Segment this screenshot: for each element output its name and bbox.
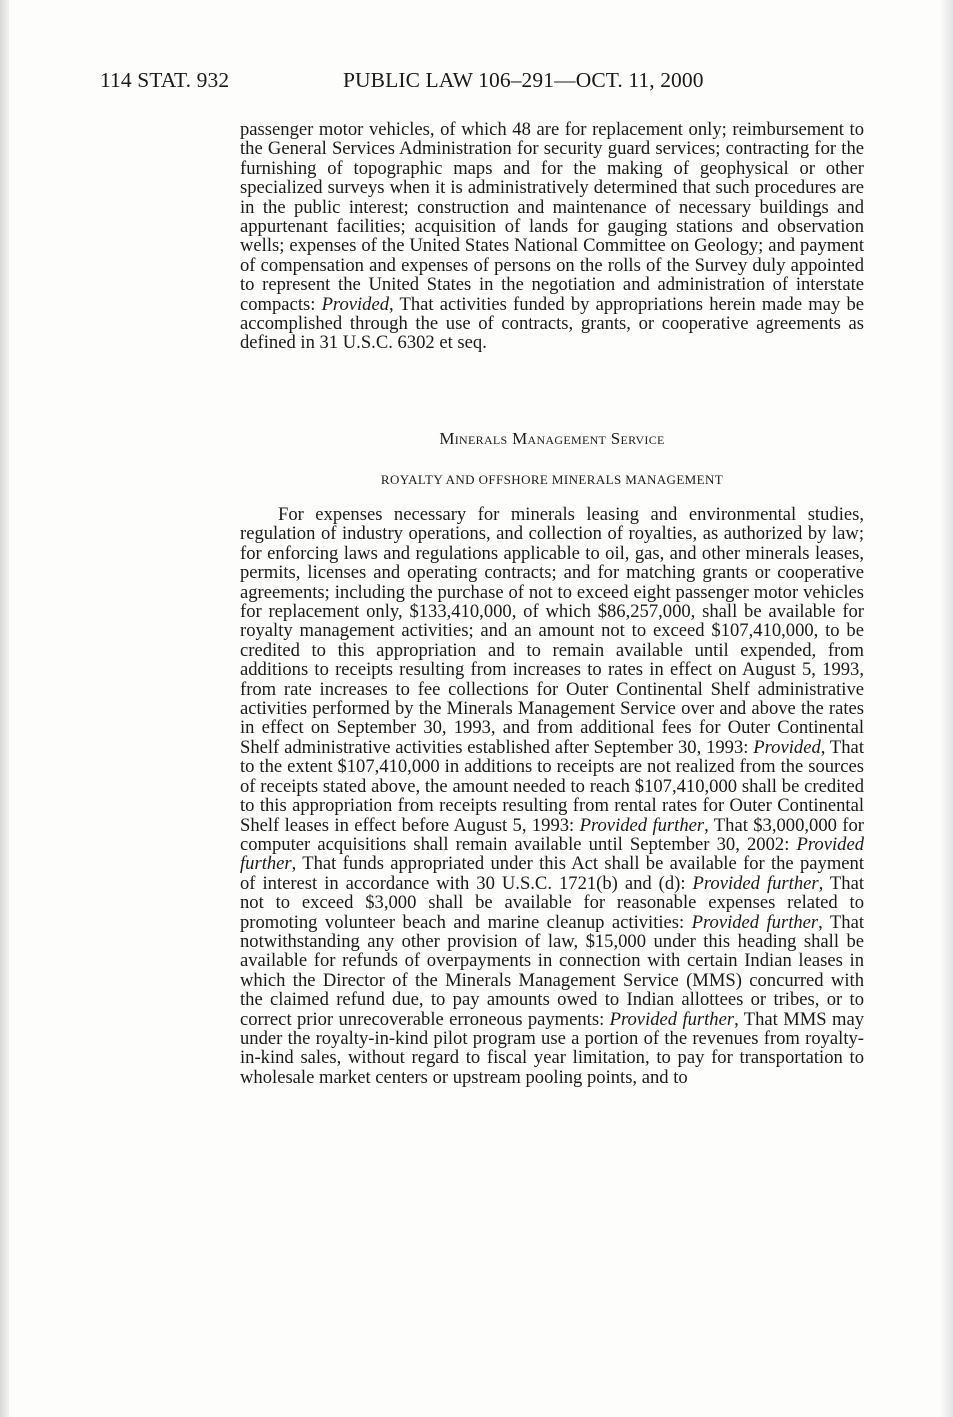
agency-heading: Minerals Management Service [439, 429, 665, 448]
paragraph1-text-a: passenger motor vehicles, of which 48 are for replacement only; reimbursement to the General Services Administration for security guard services; contracting for the furnishing of topographic maps and for the making of geophysical or other specialized surveys when it is administratively determined that such procedures are in the public interest; construction and maintenance of necessary buildings and appurtenant facilities; acquisition of lands for gauging stations and observation wells; expenses of the United States National Committee on Geology; and payment of compensation and expenses of persons on the rolls of the Survey duly appointed to represent the United States in the negotiation and administration of interstate compacts: [240, 119, 864, 315]
running-header [0, 68, 953, 98]
paragraph2-seg1: For expenses necessary for minerals leasing and environmental studies, regulation of industry operations, and collection of royalties, as authorized by law; for enforcing laws and regulations applicable to oil, gas, and other minerals leases, permits, licenses and operating contracts; and for matching grants or cooperative agreements; including the purchase of not to exceed eight passenger motor vehicles for replacement only, $133,410,000, of which $86,257,000, shall be available for royalty management activities; and an amount not to exceed $107,410,000, to be credited to this appropriation and to remain available until expended, from additions to receipts resulting from increases to rates in effect on August 5, 1993, from rate increases to fee collections for Outer Continental Shelf administrative activities performed by the Minerals Management Service over and above the rates in effect on September 30, 1993, and from additional fees for Outer Continental Shelf administrative activities established after September 30, 1993: [240, 504, 864, 758]
provided-italic-3: Provided further [240, 833, 864, 875]
paragraph-survey-continued [240, 120, 864, 353]
paragraph2-seg5: , That not to exceed $3,000 shall be available for reasonable expenses related to promoting volunteer beach and marine cleanup activities: [240, 872, 865, 933]
paragraph2-seg4: , That funds appropriated under this Act shall be available for the payment of interest in accordance with 30 U.S.C. 1721(b) and (d): [240, 853, 864, 894]
provided-italic-2: Provided further [579, 814, 705, 836]
provided-italic-6: Provided further [609, 1008, 735, 1030]
paragraph2-seg7: , That MMS may under the royalty-in-kind pilot program use a portion of the revenues from royalty-in-kind sales, without regard to fiscal year limitation, to pay for transportation to wholesale market centers or upstream pooling points, and to [240, 1008, 864, 1088]
page-edge-shadow [941, 0, 953, 1417]
paragraph2-seg3: , That $3,000,000 for computer acquisitions shall remain available until September 30, 2002: [240, 814, 864, 855]
paragraph2-seg6: , That notwithstanding any other provision of law, $15,000 under this heading shall be available for refunds of overpayments in connection with certain Indian leases in which the Director of the Minerals Management Service (MMS) concurred with the claimed refund due, to pay amounts owed to Indian allottees or tribes, or to correct prior unrecoverable erroneous payments: [240, 911, 864, 1030]
paragraph1-text-b: , That activities funded by appropriations herein made may be accomplished through the use of contracts, grants, or cooperative agreements as defined in 31 U.S.C. 6302 et seq. [240, 293, 864, 354]
paragraph-royalty-management [240, 505, 864, 1087]
provided-italic-4: Provided further [692, 872, 819, 894]
paragraph2-seg2: , That to the extent $107,410,000 in additions to receipts are not realized from the sources of receipts stated above, the amount needed to reach $107,410,000 shall be credited to this appropriation from receipts resulting from rental rates for Outer Continental Shelf leases in effect before August 5, 1993: [240, 736, 864, 836]
page-number: 114 STAT. 932 [100, 68, 230, 92]
provided-italic-1: Provided [753, 736, 821, 758]
provided-italic: Provided [321, 293, 390, 315]
law-title: PUBLIC LAW 106–291—OCT. 11, 2000 [343, 68, 704, 92]
page-binding-shadow [0, 0, 9, 1417]
provided-italic-5: Provided further [691, 911, 819, 933]
account-heading: ROYALTY AND OFFSHORE MINERALS MANAGEMENT [380, 472, 724, 487]
